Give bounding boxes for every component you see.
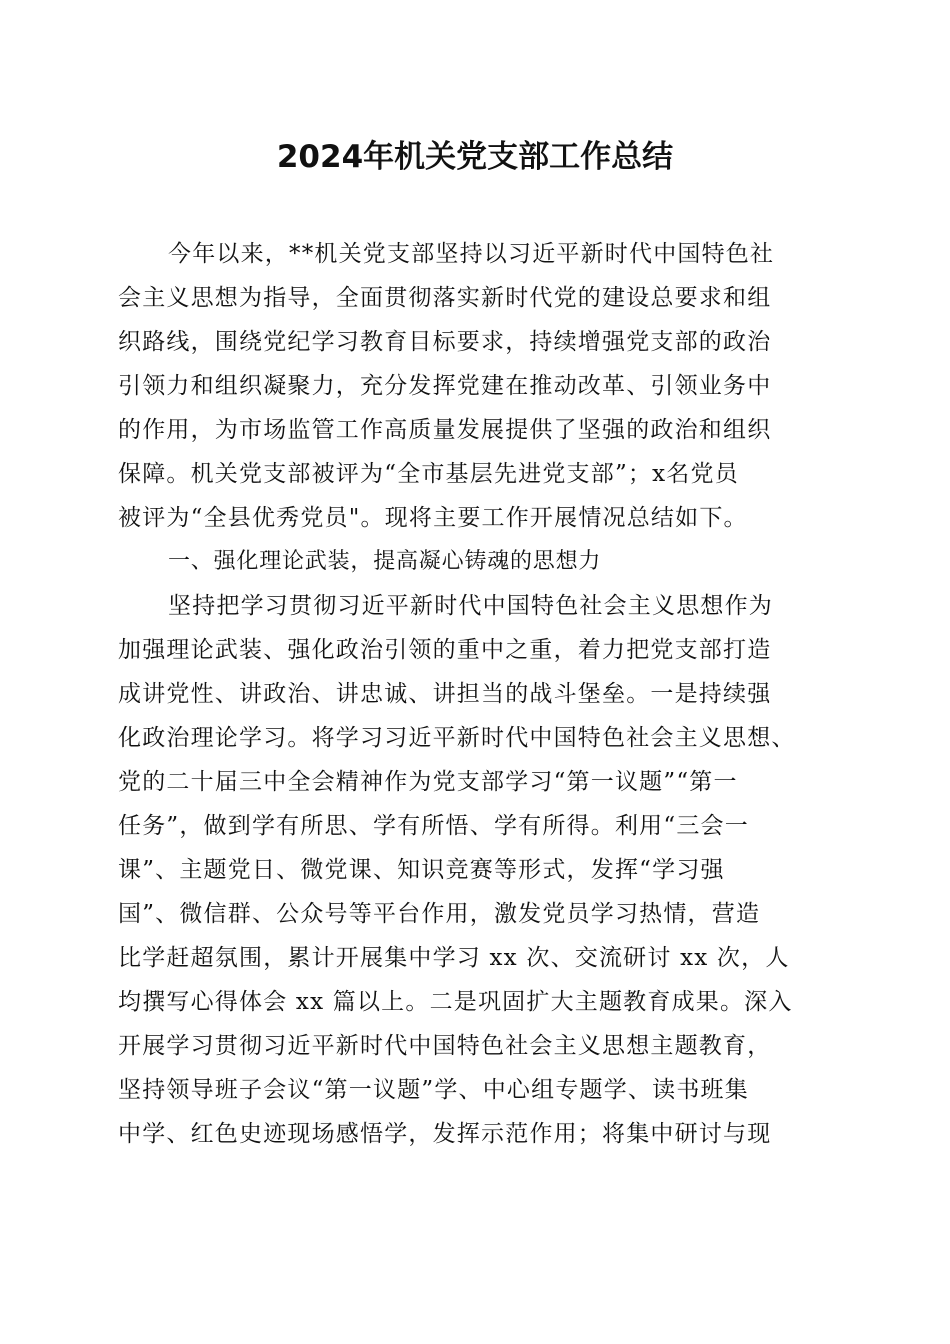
document-title: 2024年机关党支部工作总结 [276,139,674,175]
section-heading: 一、强化理论武装，提高凝心铸魂的思想力 [168,549,602,574]
paragraph-line: 坚持把学习贯彻习近平新时代中国特色社会主义思想作为 [168,593,773,619]
paragraph-line: 被评为“全县优秀党员"。现将主要工作开展情况总结如下。 [118,505,748,531]
paragraph-line: 国”、微信群、公众号等平台作用，激发党员学习热情，营造 [118,901,761,927]
paragraph-line: 加强理论武装、强化政治引领的重中之重，着力把党支部打造 [118,637,772,663]
paragraph-line: 课”、主题党日、微党课、知识竞赛等形式，发挥“学习强 [118,857,725,883]
paragraph-line: 中学、红色史迹现场感悟学，发挥示范作用；将集中研讨与现 [118,1121,772,1147]
paragraph-line: 今年以来，**机关党支部坚持以习近平新时代中国特色社 [168,241,775,267]
paragraph-line: 党的二十届三中全会精神作为党支部学习“第一议题”“第一 [118,769,738,795]
paragraph-line: 均撰写心得体会 xx 篇以上。二是巩固扩大主题教育成果。深入 [118,989,793,1015]
document-body [118,232,824,1156]
paragraph-line: 任务”，做到学有所思、学有所悟、学有所得。利用“三会一 [118,813,749,839]
paragraph-line: 的作用，为市场监管工作高质量发展提供了坚强的政治和组织 [118,417,772,443]
paragraph-line: 开展学习贯彻习近平新时代中国特色社会主义思想主题教育， [118,1033,772,1059]
paragraph-line: 比学赶超氛围，累计开展集中学习 xx 次、交流研讨 xx 次，人 [118,945,790,971]
paragraph-line: 保障。机关党支部被评为“全市基层先进党支部”；x名党员 [118,461,739,487]
paragraph-line: 会主义思想为指导，全面贯彻落实新时代党的建设总要求和组 [118,285,772,311]
paragraph-line: 织路线，围绕党纪学习教育目标要求，持续增强党支部的政治 [118,329,772,355]
paragraph-line: 坚持领导班子会议“第一议题”学、中心组专题学、读书班集 [118,1077,749,1103]
paragraph-line: 成讲党性、讲政治、讲忠诚、讲担当的战斗堡垒。一是持续强 [118,681,772,707]
paragraph-line: 引领力和组织凝聚力，充分发挥党建在推动改革、引领业务中 [118,373,772,399]
paragraph-line: 化政治理论学习。将学习习近平新时代中国特色社会主义思想、 [118,725,796,751]
